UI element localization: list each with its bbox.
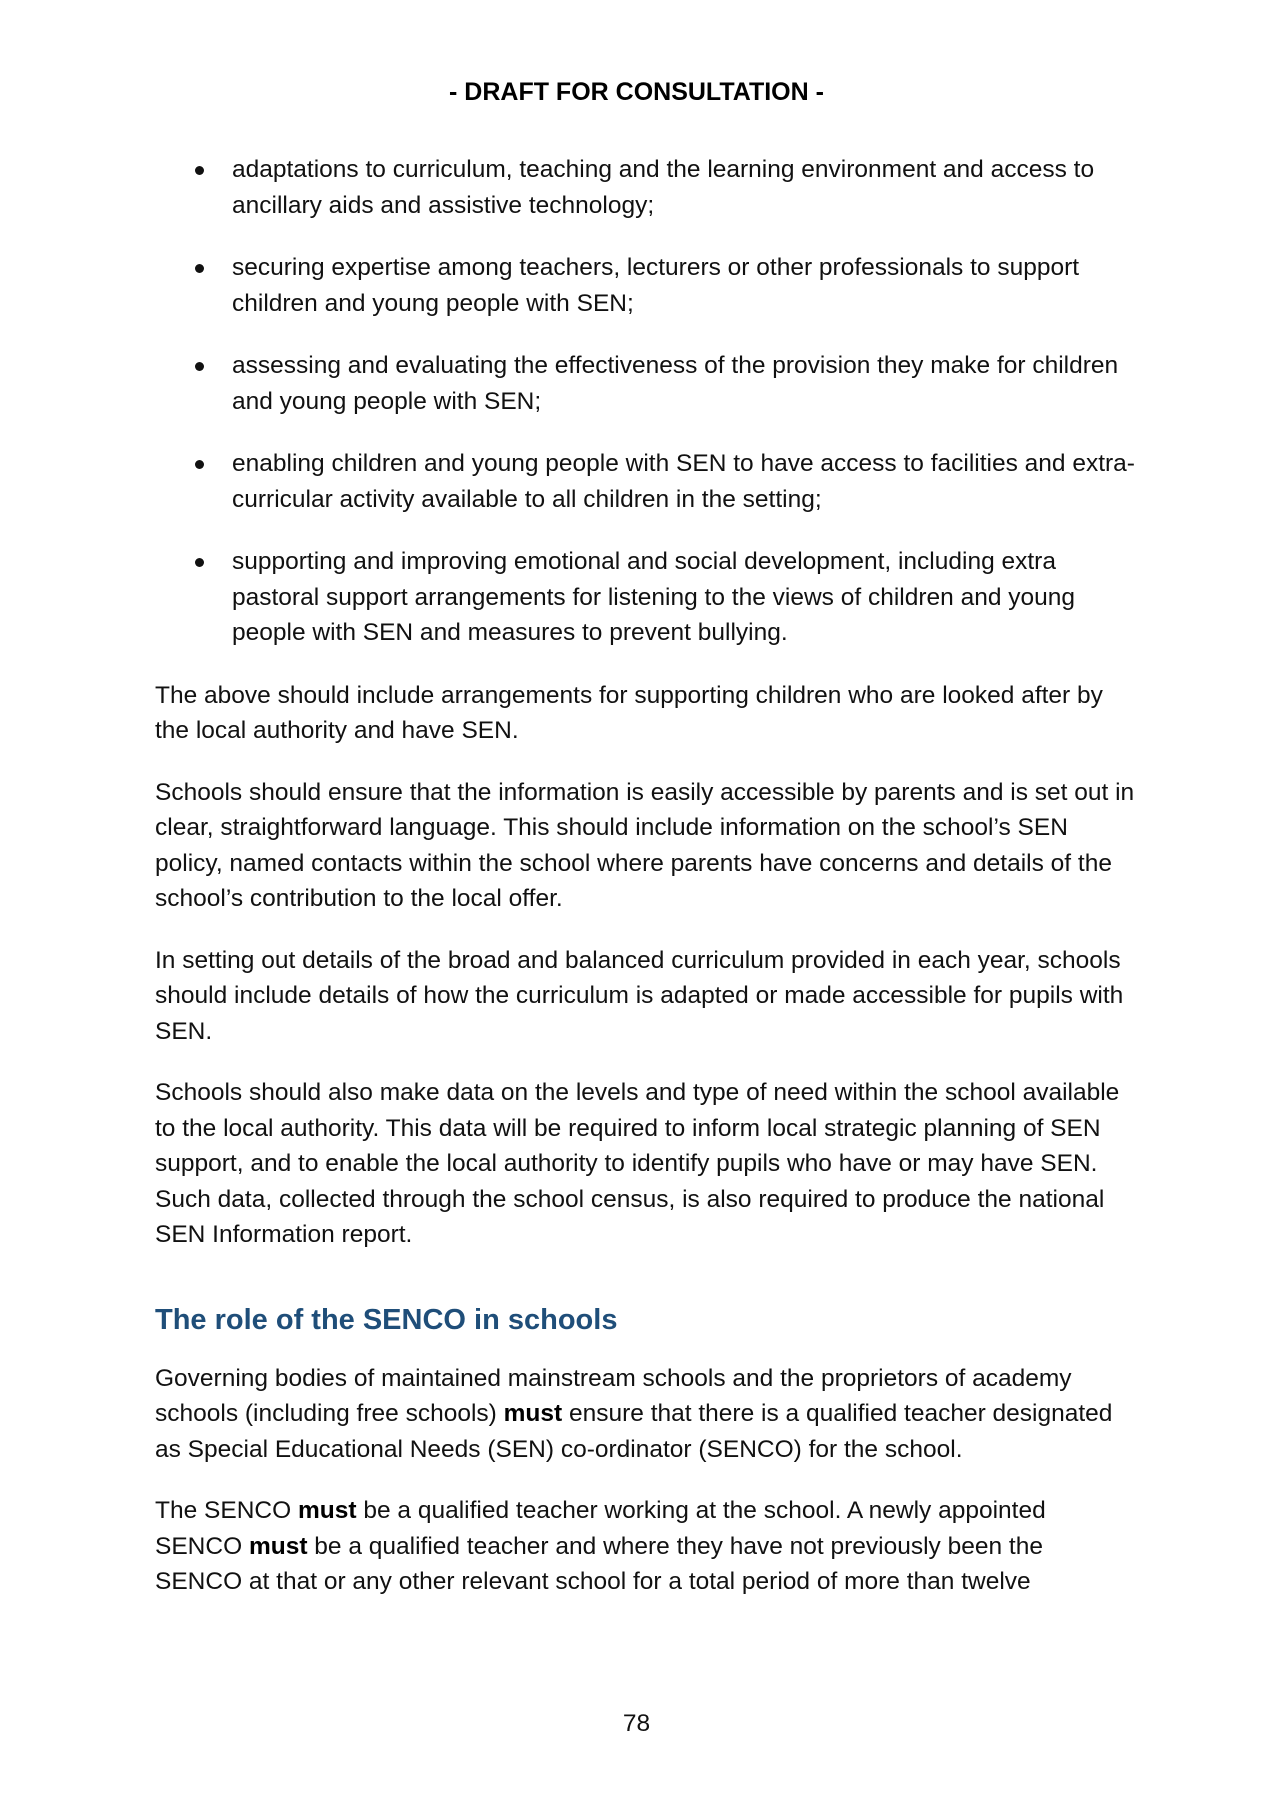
- bullet-icon: [195, 460, 204, 469]
- bullet-icon: [195, 264, 204, 273]
- page-number: 78: [622, 1710, 651, 1737]
- document-body: [155, 152, 1135, 1626]
- text-run: The SENCO: [155, 1497, 298, 1524]
- list-item: [155, 152, 1135, 223]
- list-item: [155, 446, 1135, 517]
- paragraph-data: Schools should also make data on the levels and type of need within the school available to the local authority. This data will be required to inform local strategic planning of SEN support, and to enable the local authority to identify pupils who have or may have SEN. Such data, collected through the school census, is also required to produce the national SEN Information report.: [155, 1079, 1120, 1248]
- emphasis-must: must: [503, 1400, 563, 1427]
- text-run: Governing bodies of maintained mainstream schools and the proprietors of academy schools (including free schools): [155, 1364, 1072, 1427]
- paragraph-senco-qualified: [155, 1493, 1135, 1600]
- bullet-icon: [195, 362, 204, 371]
- list-item: [155, 250, 1135, 321]
- bullet-icon: [195, 558, 204, 567]
- paragraph-looked-after: The above should include arrangements for supporting children who are looked after by the local authority and have SEN.: [155, 681, 1103, 744]
- list-item: [155, 544, 1135, 651]
- list-item-text: enabling children and young people with SEN to have access to facilities and extra-curricular activity available to all children in the setting;: [232, 450, 1135, 513]
- bullet-icon: [195, 166, 204, 175]
- section-heading: The role of the SENCO in schools: [155, 1303, 618, 1336]
- text-run: be a qualified teacher and where they have not previously been the SENCO at that or any other relevant school for a total period of more than twelve: [155, 1532, 1043, 1595]
- paragraph-curriculum: In setting out details of the broad and balanced curriculum provided in each year, schools should include details of how the curriculum is adapted or made accessible for pupils with SEN.: [155, 946, 1124, 1045]
- list-item: [155, 348, 1135, 419]
- list-item-text: supporting and improving emotional and social development, including extra pastoral support arrangements for listening to the views of children and young people with SEN and measures to prevent bullying.: [232, 548, 1076, 646]
- paragraph-accessible-info: Schools should ensure that the information is easily accessible by parents and is set out in clear, straightforward language. This should include information on the school’s SEN policy, named contacts within the school where parents have concerns and details of the school’s contribution to the local offer.: [155, 778, 1135, 912]
- emphasis-must: must: [248, 1532, 308, 1560]
- list-item-text: assessing and evaluating the effectiveness of the provision they make for children and young people with SEN;: [232, 352, 1119, 415]
- bullet-list: [155, 152, 1135, 651]
- list-item-text: securing expertise among teachers, lecturers or other professionals to support children and young people with SEN;: [232, 254, 1080, 317]
- page-header: - DRAFT FOR CONSULTATION -: [449, 78, 824, 106]
- text-run: ensure that there is a qualified teacher designated as Special Educational Needs (SEN) co-ordinator (SENCO) for the school.: [155, 1400, 1113, 1463]
- list-item-text: adaptations to curriculum, teaching and the learning environment and access to ancillary aids and assistive technology;: [232, 156, 1095, 219]
- text-run: be a qualified teacher working at the school. A newly appointed SENCO: [155, 1497, 1046, 1560]
- emphasis-must: must: [297, 1497, 357, 1524]
- paragraph-governing-bodies: [155, 1361, 1135, 1468]
